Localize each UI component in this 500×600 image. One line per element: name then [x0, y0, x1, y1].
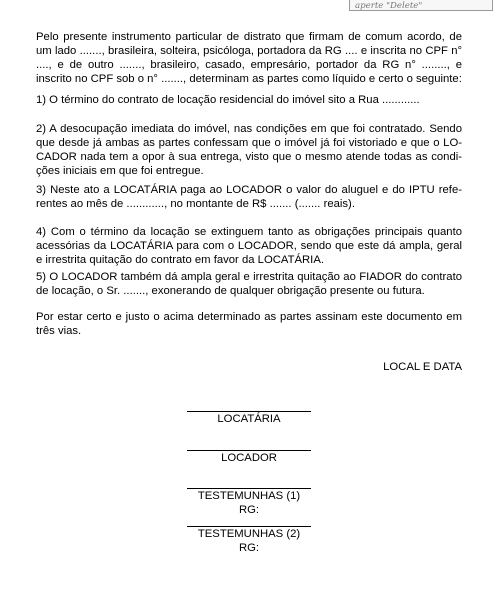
clause-2: 2) A desocupação imediata do imóvel, nas condições em que foi contratado. Sendo que desde já ambas as partes confessam que o imóvel já foi vistoriado e que o LO-CADOR nada tem a opor à sua entrega, visto que o mesmo atende todas as condi-ções iniciais em que foi entregue.	[36, 123, 462, 178]
local-and-date: LOCAL E DATA	[383, 361, 462, 373]
clause-3: 3) Neste ato a LOCATÁRIA paga ao LOCADOR o valor do aluguel e do IPTU refe-rentes ao mês de ............, no montante de R$ ....... (....... reais).	[36, 184, 462, 211]
intro-paragraph: Pelo presente instrumento particular de distrato que firmam de comum acordo, de um lado ......., brasileira, solteira, psicóloga, portadora da RG .... e inscrita no CPF n° ...., e de outro ......., brasileiro, casado, empresário, portador da RG n° ........, e inscrito no CPF sob o n° ......., determinam as partes como líquido e certo o seguinte:	[36, 31, 462, 86]
clause-5: 5) O LOCADOR também dá ampla geral e irrestrita quitação ao FIADOR do contrato de locação, o Sr. ......., exonerando de qualquer obrigação presente ou futura.	[36, 271, 462, 298]
clause-1: 1) O término do contrato de locação residencial do imóvel sito a Rua ............	[36, 94, 420, 106]
clause-4: 4) Com o término da locação se extinguem tanto as obrigações principais quanto acessórias da LOCATÁRIA para com o LOCADOR, sendo que este dá ampla, geral e irrestrita quitação do contrato em favor da LOCATÁRIA.	[36, 226, 462, 267]
signature-testemunha-1	[187, 488, 311, 517]
closing-paragraph: Por estar certo e justo o acima determinado as partes assinam este documento em três vias.	[36, 311, 462, 338]
signature-label: LOCADOR	[221, 452, 277, 464]
signature-testemunha-2	[187, 526, 311, 555]
signature-locador	[187, 450, 311, 466]
signature-locataria	[187, 411, 311, 427]
rg-label: RG:	[238, 541, 260, 554]
rg-label: RG:	[238, 503, 260, 516]
signature-label: TESTEMUNHAS (1)	[197, 490, 301, 502]
hint-tooltip: aperte "Delete"	[349, 0, 493, 11]
signature-label: TESTEMUNHAS (2)	[197, 528, 301, 540]
signature-label: LOCATÁRIA	[217, 413, 281, 425]
